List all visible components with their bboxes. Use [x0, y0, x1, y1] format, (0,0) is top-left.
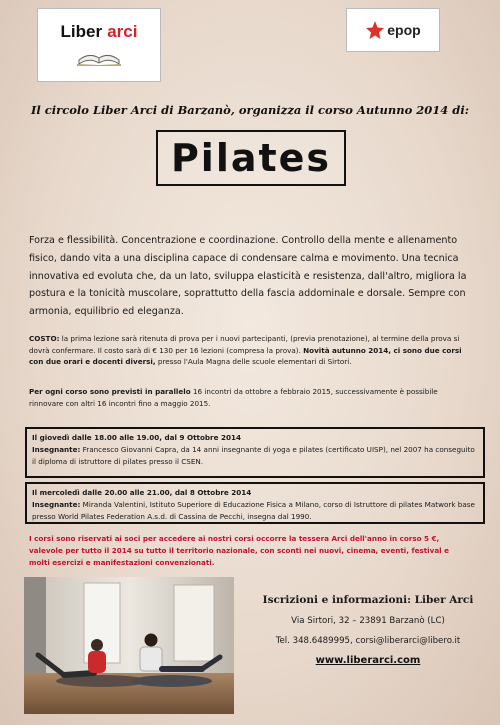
course-text: 16 incontri da ottobre a febbraio 2015, successivamente è possibile rinnovare con altri 16 incontri fino a maggio 2015. — [29, 387, 438, 408]
schedule-heading: Il mercoledì dalle 20.00 alle 21.00, dal 8 Ottobre 2014 — [32, 488, 252, 497]
schedule-teacher — [32, 444, 478, 468]
schedule-teacher — [32, 499, 478, 523]
contact-info — [236, 594, 500, 666]
open-book-icon — [75, 42, 123, 68]
pilates-photo — [24, 577, 234, 714]
cost-text: la prima lezione sarà ritenuta di prova per i nuovi partecipanti, (previa prenotazione), al termine della prova si dovrà confermare. Il costo sarà di € 130 per 16 lezioni (compresa la prova). — [29, 334, 460, 355]
schedule-heading: Il giovedì dalle 18.00 alle 19.00, dal 9 Ottobre 2014 — [32, 433, 241, 442]
cost-label: COSTO: — [29, 334, 60, 343]
epop-logo — [346, 8, 440, 52]
title-box — [156, 130, 346, 186]
teacher-text: Francesco Giovanni Capra, da 14 anni insegnante di yoga e pilates (certificato UISP), nel 2007 ha conseguito il diploma di istruttore di pilates presso il CSEN. — [32, 445, 475, 466]
description-paragraph: Forza e flessibilità. Concentrazione e coordinazione. Controllo della mente e allenamento fisico, dando vita a una disciplina capace di condensare calma e movimento. Una tecnica innovativa ed evoluta che, da un lato, sviluppa elasticità e resistenza, dall'altro, migliora la postura e la tonicità muscolare, soprattutto della fascia addominale e dorsale. Sempre con armonia, equilibrio ed eleganza. — [29, 235, 467, 318]
star-icon — [365, 20, 385, 40]
logo-word-arci: arci — [107, 22, 138, 41]
teacher-label: Insegnante: — [32, 445, 81, 454]
website-link[interactable]: www.liberarci.com — [315, 655, 421, 666]
membership-note: I corsi sono riservati ai soci per accedere ai nostri corsi occorre la tessera Arci dell'anno in corso 5 €, valevole per tutto il 2014 su tutto il territorio nazionale, con sconti nei nuovi, cinema, eventi, festival e molti esercizi e manifestazioni convenzionati. — [29, 534, 450, 567]
contact-title: Iscrizioni e informazioni: Liber Arci — [262, 594, 474, 606]
intro-line: Il circolo Liber Arci di Barzanò, organizza il corso Autunno 2014 di: — [31, 103, 469, 117]
cost-location: presso l'Aula Magna delle scuole elementari di Sirtori. — [157, 357, 352, 367]
schedule-box-thursday — [25, 427, 485, 478]
page-title: Pilates — [170, 136, 332, 180]
contact-phone-email[interactable]: Tel. 348.6489995, corsi@liberarci@libero.it — [275, 636, 461, 646]
logo-word-liber: Liber — [60, 22, 103, 41]
course-paragraph — [29, 386, 469, 409]
cost-novelty: Novità autunno 2014, ci sono due corsi con due orari e docenti diversi, — [29, 345, 462, 367]
epop-logo-text: epop — [387, 22, 421, 38]
teacher-text: Miranda Valentini, Istituto Superiore di Educazione Fisica a Milano, corso di Istruttore di pilates Matwork base presso World Pilates Federation A.s.d. di Cassina de Pecchi, insegna dal 1990. — [32, 500, 475, 521]
schedule-box-wednesday — [25, 482, 485, 524]
teacher-label: Insegnante: — [32, 500, 81, 509]
cost-paragraph — [29, 333, 469, 368]
contact-address: Via Sirtori, 32 – 23891 Barzanò (LC) — [291, 616, 445, 626]
course-bold: Per ogni corso sono previsti in parallelo — [29, 387, 191, 396]
liber-arci-logo — [37, 8, 161, 82]
